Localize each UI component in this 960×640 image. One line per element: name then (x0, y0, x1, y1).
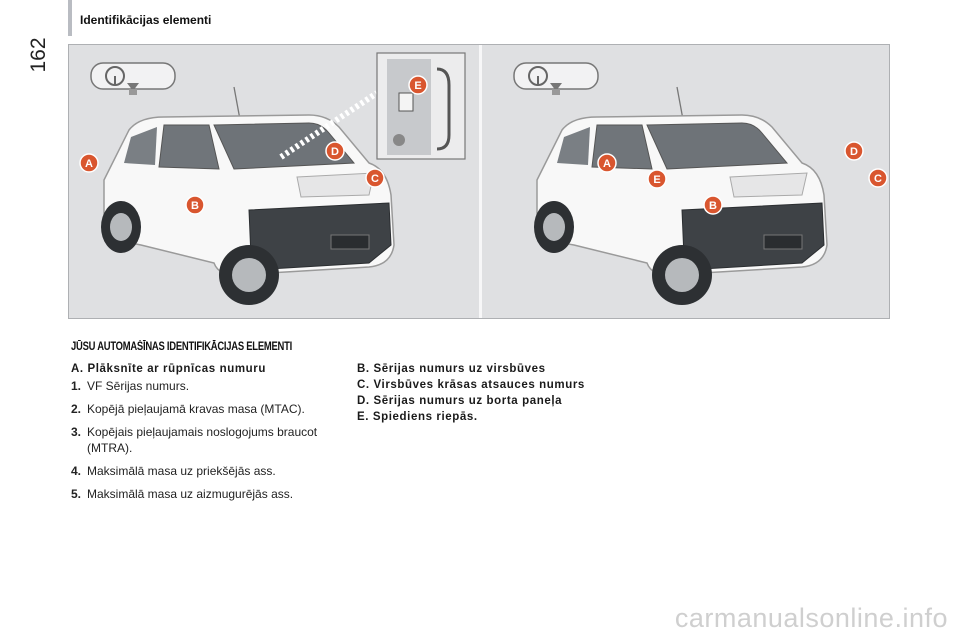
item-number: 2. (71, 402, 82, 416)
label-badge-a (598, 154, 616, 172)
element-e-heading: E. Spiediens riepās. (357, 411, 478, 423)
list-item (71, 424, 346, 456)
label-e: E (414, 80, 422, 92)
van-body (534, 87, 827, 305)
item-text: VF Sērijas numurs. (87, 379, 190, 393)
item-number: 1. (71, 379, 82, 393)
label-d: D (331, 146, 339, 158)
label-badge-d (326, 142, 344, 160)
element-c-heading: C. Virsbūves krāsas atsauces numurs (357, 379, 585, 391)
item-text: Kopējais pieļaujamais noslogojums braucot (MTRA). (87, 425, 318, 455)
vehicle-identification-figure (68, 44, 890, 319)
label-a: A (603, 158, 611, 170)
label-c: C (371, 173, 379, 185)
list-item (71, 463, 346, 479)
label-b: B (191, 200, 199, 212)
list-item (71, 378, 346, 394)
item-text: Kopējā pieļaujamā kravas masa (MTAC). (87, 402, 305, 416)
label-d: D (850, 146, 858, 158)
section-header: Identifikācijas elementi (80, 13, 212, 27)
list-item (71, 486, 346, 502)
item-number: 5. (71, 487, 82, 501)
label-badge-c (366, 169, 384, 187)
van-illustration-left (69, 45, 479, 318)
label-badge-b (704, 196, 722, 214)
figure-panel-right (482, 45, 889, 318)
label-badge-b (186, 196, 204, 214)
label-badge-d (845, 142, 863, 160)
label-c: C (874, 173, 882, 185)
label-e: E (653, 174, 661, 186)
van-illustration-right (482, 45, 889, 318)
left-column (71, 363, 346, 509)
item-number: 4. (71, 464, 82, 478)
label-badge-c (869, 169, 887, 187)
list-item (71, 401, 346, 417)
item-number: 3. (71, 425, 82, 439)
van-body (101, 87, 394, 305)
label-a: A (85, 158, 93, 170)
section-title: JŪSU AUTOMAŠĪNAS IDENTIFIKĀCIJAS ELEMENTI (71, 341, 292, 353)
rearview-mirror-icon (514, 63, 598, 95)
watermark: carmanualsonline.info (674, 603, 948, 633)
page-number: 162 (27, 37, 50, 73)
right-column (357, 363, 657, 427)
element-b-heading: B. Sērijas numurs uz virsbūves (357, 363, 546, 375)
label-badge-e (648, 170, 666, 188)
element-d-heading: D. Sērijas numurs uz borta paneļa (357, 395, 563, 407)
figure-panel-left (69, 45, 479, 318)
label-badge-a (80, 154, 98, 172)
plate-heading: A. Plāksnīte ar rūpnīcas numuru (71, 363, 266, 375)
rearview-mirror-icon (91, 63, 175, 95)
item-text: Maksimālā masa uz aizmugurējās ass. (87, 487, 294, 501)
label-b: B (709, 200, 717, 212)
item-text: Maksimālā masa uz priekšējās ass. (87, 464, 276, 478)
label-badge-e (409, 76, 427, 94)
side-bar (68, 0, 72, 36)
